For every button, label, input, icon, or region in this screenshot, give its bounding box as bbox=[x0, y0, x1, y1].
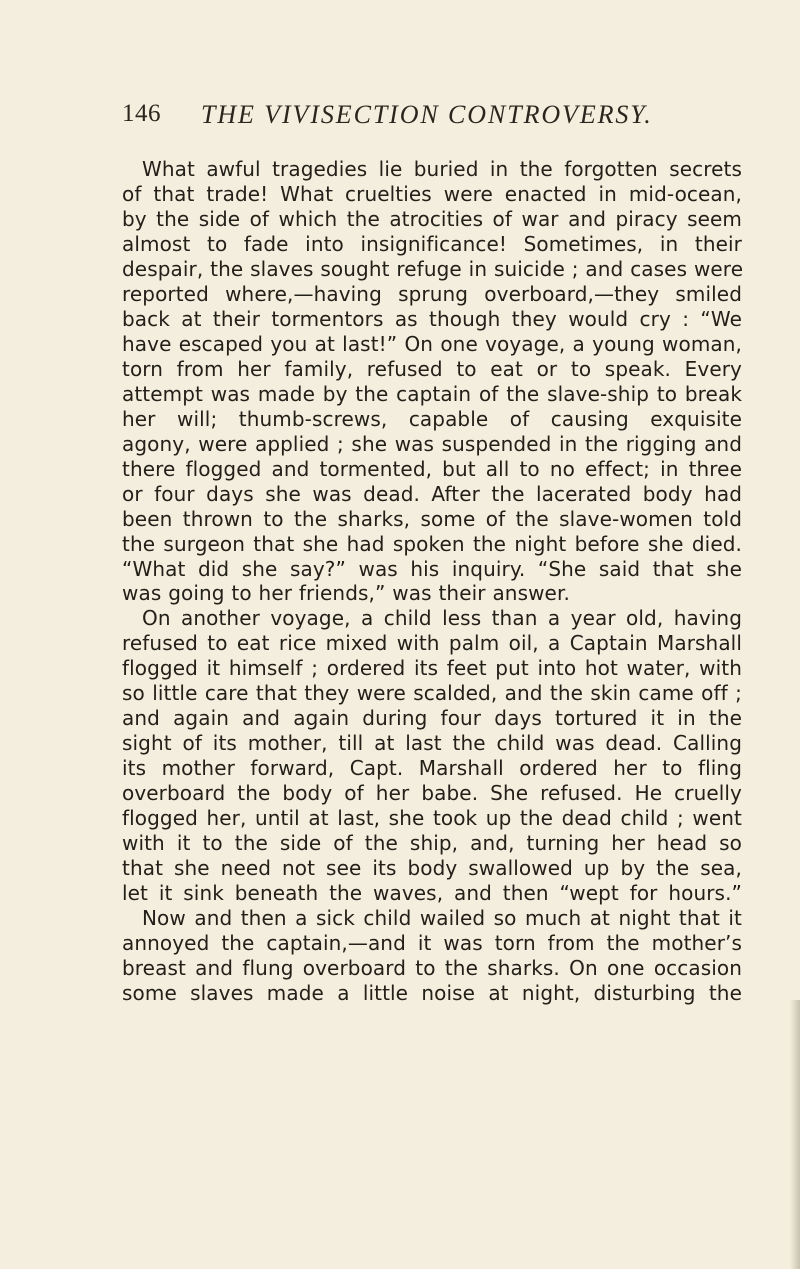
text-line: have escaped you at last!” On one voyage, a young woman, bbox=[122, 331, 742, 356]
text-line: or four days she was dead. After the lacerated body had bbox=[122, 481, 742, 506]
text-line: What awful tragedies lie buried in the forgotten secrets bbox=[142, 157, 742, 181]
running-head: THE VIVISECTION CONTROVERSY. bbox=[201, 100, 653, 129]
text-line: and again and again during four days tortured it in the bbox=[122, 706, 742, 731]
text-line: reported where,—having sprung overboard,—they smiled bbox=[122, 281, 742, 306]
text-line: by the side of which the atrocities of war and piracy seem bbox=[122, 206, 742, 231]
text-line: her will; thumb-screws, capable of causing exquisite bbox=[122, 406, 742, 431]
text-line: its mother forward, Capt. Marshall ordered her to fling bbox=[122, 756, 742, 781]
page-header bbox=[122, 96, 742, 136]
text-line: that she need not see its body swallowed up by the sea, bbox=[122, 856, 742, 881]
text-line: flogged it himself ; ordered its feet put into hot water, with bbox=[122, 656, 742, 681]
text-line: flogged her, until at last, she took up the dead child ; went bbox=[122, 806, 742, 831]
text-line: agony, were applied ; she was suspended in the rigging and bbox=[122, 431, 742, 456]
text-line: some slaves made a little noise at night, disturbing the bbox=[122, 980, 742, 1005]
text-line: despair, the slaves sought refuge in suicide ; and cases were bbox=[122, 256, 744, 281]
text-line: attempt was made by the captain of the slave-ship to break bbox=[122, 381, 742, 406]
text-line: was going to her friends,” was their answer. bbox=[122, 581, 570, 606]
page-edge-shadow bbox=[790, 1000, 800, 1269]
text-line: sight of its mother, till at last the child was dead. Calling bbox=[122, 731, 742, 756]
text-line: with it to the side of the ship, and, turning her head so bbox=[122, 831, 742, 856]
text-line: “What did she say?” was his inquiry. “She said that she bbox=[122, 556, 742, 581]
text-line: overboard the body of her babe. She refused. He cruelly bbox=[122, 781, 742, 806]
text-line: refused to eat rice mixed with palm oil, a Captain Marshall bbox=[122, 631, 742, 656]
text-line: torn from her family, refused to eat or to speak. Every bbox=[122, 356, 742, 381]
text-line: so little care that they were scalded, and the skin came off ; bbox=[122, 681, 742, 706]
text-line: been thrown to the sharks, some of the slave-women told bbox=[122, 506, 742, 531]
page-number: 146 bbox=[122, 100, 161, 127]
text-line: Now and then a sick child wailed so much at night that it bbox=[142, 906, 742, 931]
text-line: back at their tormentors as though they would cry : “We bbox=[122, 306, 742, 331]
body-text bbox=[122, 157, 742, 1006]
text-line: On another voyage, a child less than a year old, having bbox=[142, 606, 742, 631]
text-line: almost to fade into insignificance! Sometimes, in their bbox=[122, 231, 742, 256]
text-line: the surgeon that she had spoken the night before she died. bbox=[122, 531, 742, 556]
text-line: breast and flung overboard to the sharks. On one occasion bbox=[122, 956, 742, 980]
text-line: annoyed the captain,—and it was torn from the mother’s bbox=[122, 931, 742, 956]
text-line: let it sink beneath the waves, and then “wept for hours.” bbox=[122, 881, 742, 906]
text-line: there flogged and tormented, but all to no effect; in three bbox=[122, 456, 742, 481]
text-line: of that trade! What cruelties were enacted in mid-ocean, bbox=[122, 181, 742, 206]
